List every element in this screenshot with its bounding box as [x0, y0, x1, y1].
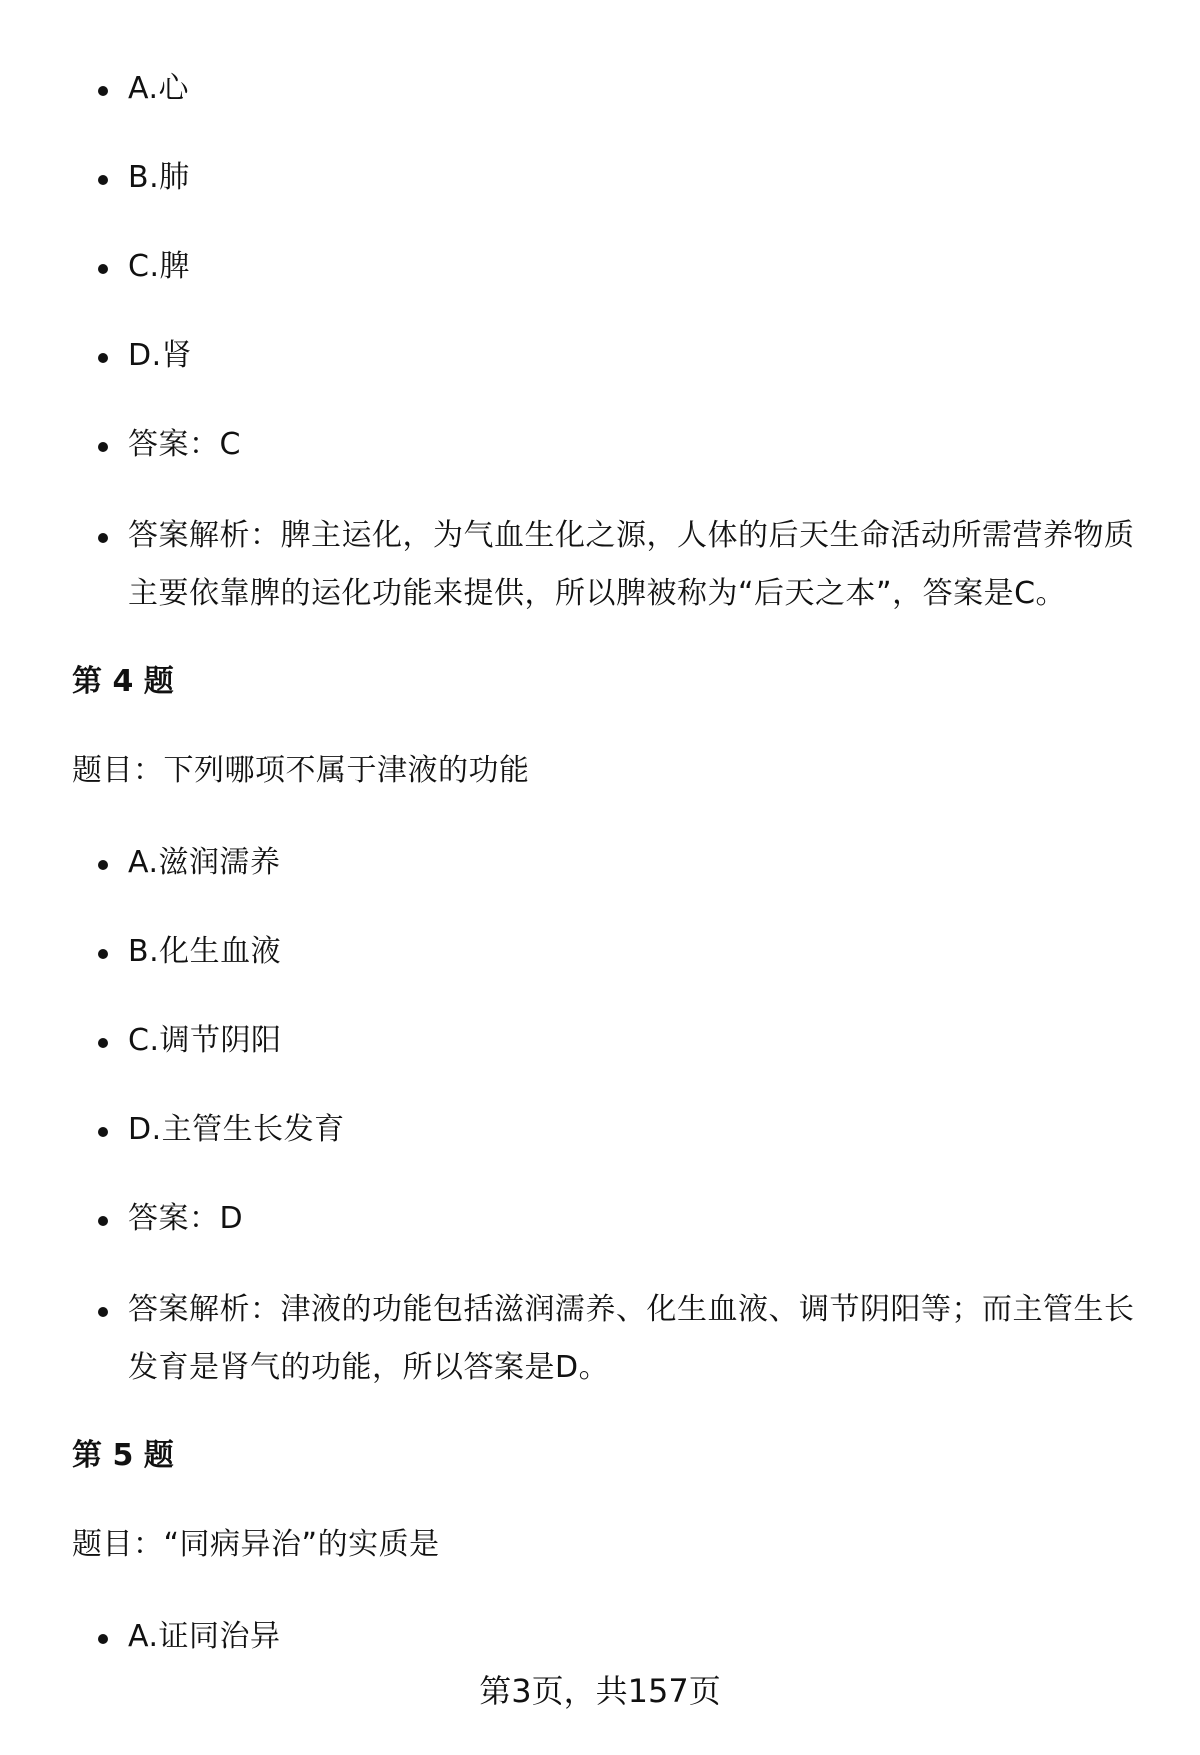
question-heading: 第 5 题 [72, 1438, 174, 1473]
option-b: B.肺 [128, 160, 190, 195]
question-text: 题目：下列哪项不属于津液的功能 [72, 753, 530, 788]
bullet [98, 860, 108, 870]
bullet [98, 1127, 108, 1137]
answer-analysis: 答案解析：脾主运化，为气血生化之源，人体的后天生命活动所需营养物质主要依靠脾的运化功能来提供，所以脾被称为“后天之本”，答案是C。 [128, 518, 1135, 611]
question-heading: 第 4 题 [72, 664, 174, 699]
bullet [98, 1307, 108, 1317]
list-item [128, 1190, 1148, 1248]
option-d: D.主管生长发育 [128, 1112, 345, 1147]
option-d: D.肾 [128, 338, 193, 373]
bullet [98, 1038, 108, 1048]
bullet [98, 1634, 108, 1644]
bullet [98, 533, 108, 543]
list-item [128, 1012, 1148, 1070]
bullet [98, 86, 108, 96]
list-item [128, 327, 1148, 385]
bullet [98, 353, 108, 363]
option-a: A.心 [128, 71, 190, 106]
answer: 答案：D [128, 1201, 244, 1236]
option-a: A.滋润濡养 [128, 845, 281, 880]
option-c: C.脾 [128, 249, 190, 284]
list-item [128, 1281, 1148, 1397]
list-item [128, 923, 1148, 981]
list-item [128, 507, 1148, 623]
question-text: 题目：“同病异治”的实质是 [72, 1527, 440, 1562]
list-item [128, 149, 1148, 207]
list-item [128, 238, 1148, 296]
list-item [128, 416, 1148, 474]
bullet [98, 1216, 108, 1226]
page-footer: 第3页，共157页 [479, 1672, 721, 1710]
list-item [128, 1608, 1148, 1666]
list-item [128, 834, 1148, 892]
option-c: C.调节阴阳 [128, 1023, 282, 1058]
list-item [128, 1101, 1148, 1159]
answer-analysis: 答案解析：津液的功能包括滋润濡养、化生血液、调节阴阳等；而主管生长发育是肾气的功能，所以答案是D。 [128, 1292, 1135, 1385]
answer: 答案：C [128, 427, 241, 462]
bullet [98, 264, 108, 274]
bullet [98, 442, 108, 452]
option-a: A.证同治异 [128, 1619, 281, 1654]
option-b: B.化生血液 [128, 934, 282, 969]
bullet [98, 175, 108, 185]
bullet [98, 949, 108, 959]
list-item [128, 60, 1148, 118]
